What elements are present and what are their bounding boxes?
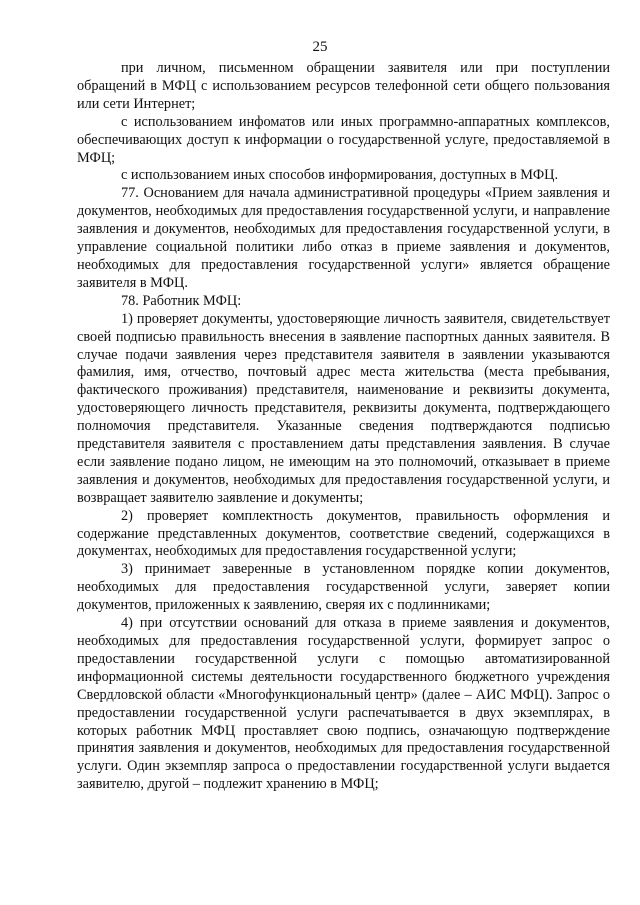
- paragraph-78-item-1: 1) проверяет документы, удостоверяющие личность заявителя, свидетельствует своей подписью правильность внесения в заявление паспортных данных заявителя. В случае подачи заявления через представителя заявителя в заявлении указываются фамилия, имя, отчество, почтовый адрес места жительства (места пребывания, фактического проживания) представителя, наименование и реквизиты документа, удостоверяющего личность представителя, реквизиты документа, подтверждающего полномочия представителя. Указанные сведения подтверждаются подписью представителя заявителя с проставлением даты представления заявления. В случае если заявление подано лицом, не имеющим на это полномочий, отказывает в приеме заявления и документов, необходимых для предоставления государственной услуги, и возвращает заявителю заявление и документы;: [77, 310, 610, 506]
- document-body: [77, 60, 610, 794]
- paragraph-78-item-4: 4) при отсутствии оснований для отказа в приеме заявления и документов, необходимых для предоставления государственной услуги, формирует запрос о предоставлении государственной услуги с помощью автоматизированной информационной системы деятельности государственного бюджетного учреждения Свердловской области «Многофункциональный центр» (далее – АИС МФЦ). Запрос о предоставлении государственной услуги распечатывается в двух экземплярах, в которых работник МФЦ проставляет свою подпись, означающую подтверждение принятия заявления и документов, необходимых для предоставления государственной услуги. Один экземпляр запроса о предоставлении государственной услуги выдается заявителю, другой – подлежит хранению в МФЦ;: [77, 615, 610, 793]
- paragraph-intro-personal-appeal: при личном, письменном обращении заявителя или при поступлении обращений в МФЦ с использованием ресурсов телефонной сети общего пользования или сети Интернет;: [77, 60, 610, 112]
- paragraph-78-item-2: 2) проверяет комплектность документов, правильность оформления и содержание представленных документов, соответствие сведений, содержащихся в документах, необходимых для предоставления государственной услуги;: [77, 507, 610, 560]
- paragraph-other-methods: с использованием иных способов информирования, доступных в МФЦ.: [121, 167, 559, 184]
- paragraph-77: 77. Основанием для начала административной процедуры «Прием заявления и документов, необходимых для предоставления государственной услуги, и направление заявления и документов, необходимых для предоставления государственной услуги, в управление социальной политики либо отказ в приеме заявления и документов, необходимых для предоставления государственной услуги» является обращение заявителя в МФЦ.: [77, 185, 610, 291]
- page-number: 25: [312, 39, 328, 55]
- paragraph-78-item-3: 3) принимает заверенные в установленном порядке копии документов, необходимых для предоставления государственной услуги, заверяет копии документов, приложенных к заявлению, сверяя их с подлинниками;: [77, 561, 610, 614]
- paragraph-infomats: с использованием инфоматов или иных программно-аппаратных комплексов, обеспечивающих доступ к информации о государственной услуге, предоставляемой в МФЦ;: [77, 113, 610, 166]
- paragraph-78-heading: 78. Работник МФЦ:: [121, 292, 242, 309]
